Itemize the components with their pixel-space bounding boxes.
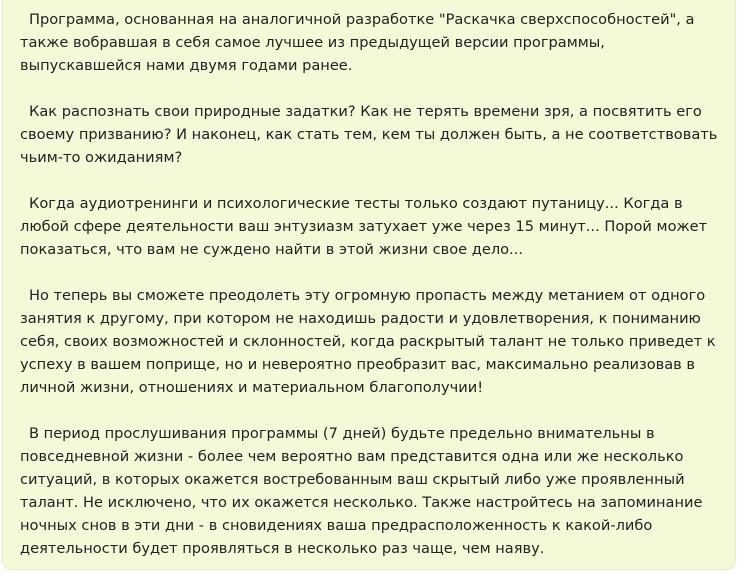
paragraph-problem: Когда аудиотренинги и психологические тесты только создают путаницу... Когда в любой сфере деятельности ваш энтузиазм затухает уже через 15 минут... Порой может показаться, что вам не суждено найти в этой жизни свое дело... xyxy=(20,195,708,258)
paragraph-questions: Как распознать свои природные задатки? Как не терять времени зря, а посвятить его своему призванию? И наконец, как стать тем, кем ты должен быть, а не соответствовать чьим-то ожиданиям? xyxy=(20,103,718,166)
paragraph-instructions: В период прослушивания программы (7 дней) будьте предельно внимательны в повседневной жизни - более чем вероятно вам представится одна или же несколько ситуаций, в которых окажется востребованным ваш скрытый либо уже проявленный талант. Не исключено, что их окажется несколько. Также настройтесь на запоминание ночных снов в эти дни - в сновидениях ваша предрасположенность к какой-либо деятельности будет проявляться в несколько раз чаще, чем наяву. xyxy=(20,425,703,557)
paragraph-intro: Программа, основанная на аналогичной разработке "Раскачка сверхспособностей", а также вобравшая в себя самое лучшее из предыдущей версии программы, выпускавшейся нами двумя годами ранее. xyxy=(20,11,695,74)
paragraph-solution: Но теперь вы сможете преодолеть эту огромную пропасть между метанием от одного занятия к другому, при котором не находишь радости и удовлетворения, к пониманию себя, своих возможностей и склонностей, когда раскрытый талант не только приведет к успеху в вашем поприще, но и невероятно преобразит вас, максимально реализовав в личной жизни, отношениях и материальном благополучии! xyxy=(20,287,716,396)
description-panel xyxy=(2,0,736,570)
